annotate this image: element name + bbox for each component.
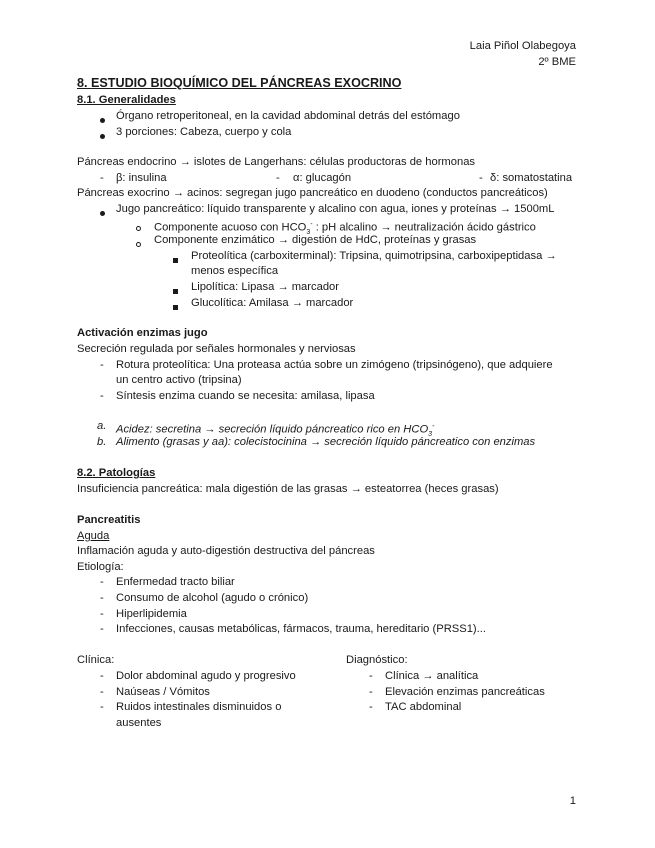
list-item: Órgano retroperitoneal, en la cavidad abdominal detrás del estómago (116, 110, 460, 122)
course-label: 2º BME (538, 56, 576, 68)
list-item: Infecciones, causas metabólicas, fármacos, trauma, hereditario (PRSS1)... (116, 623, 486, 635)
page-title: 8. ESTUDIO BIOQUÍMICO DEL PÁNCREAS EXOCRINO (77, 76, 402, 90)
bullet-square-icon (173, 254, 178, 267)
dash-marker: - (100, 592, 104, 604)
list-item: Naúseas / Vómitos (116, 686, 210, 698)
list-letter: a. (97, 420, 107, 432)
label-diagnostico: Diagnóstico: (346, 654, 408, 666)
paragraph: Secreción regulada por señales hormonales y nerviosas (77, 343, 356, 355)
bullet-dot-icon (100, 130, 105, 143)
list-item: Rotura proteolítica: Una proteasa actúa sobre un zimógeno (tripsinógeno), que adquiere (116, 359, 553, 371)
section-heading-pancreatitis: Pancreatitis (77, 514, 141, 526)
list-item: TAC abdominal (385, 701, 462, 713)
list-item: 3 porciones: Cabeza, cuerpo y cola (116, 126, 292, 138)
paragraph: Insuficiencia pancreática: mala digestión de las grasas → esteatorrea (heces grasas) (77, 483, 499, 495)
list-item: Síntesis enzima cuando se necesita: amilasa, lipasa (116, 390, 375, 402)
list-item: Elevación enzimas pancreáticas (385, 686, 545, 698)
hormone-item: α: glucagón (293, 172, 352, 184)
dash-marker: - (479, 172, 483, 184)
list-item: Enfermedad tracto biliar (116, 576, 235, 588)
superscript: - (310, 221, 313, 228)
dash-marker: - (100, 608, 104, 620)
dash-marker: - (100, 686, 104, 698)
list-item: Hiperlipidemia (116, 608, 187, 620)
bullet-square-icon (173, 301, 178, 314)
bullet-square-icon (173, 285, 178, 298)
subheading-aguda: Aguda (77, 530, 110, 542)
label-clinica: Clínica: (77, 654, 115, 666)
list-item: Lipolítica: Lipasa → marcador (191, 281, 339, 293)
subscript: 3 (428, 430, 433, 438)
list-item-continued: ausentes (116, 717, 162, 729)
paragraph-exocrino: Páncreas exocrino → acinos: segregan jugo pancreático en duodeno (conductos pancreáticos) (77, 187, 548, 199)
bullet-circle-icon (136, 238, 141, 251)
list-item: Componente enzimático → digestión de HdC, proteínas y grasas (154, 234, 477, 246)
dash-marker: - (369, 670, 373, 682)
dash-marker: - (100, 172, 104, 184)
label-etiologia: Etiología: (77, 561, 124, 573)
text-span: Acidez: secretina → secreción líquido páncreatico rico en HCO (116, 423, 429, 436)
list-item: Jugo pancreático: líquido transparente y alcalino con agua, iones y proteínas → 1500mL (116, 203, 555, 215)
text-span: Componente acuoso con HCO (154, 221, 307, 234)
hormone-item: δ: somatostatina (490, 172, 573, 184)
list-item: Proteolítica (carboxiterminal): Tripsina, quimotripsina, carboxipeptidasa → (191, 250, 557, 262)
dash-marker: - (276, 172, 280, 184)
paragraph-endocrino: Páncreas endocrino → islotes de Langerhans: células productoras de hormonas (77, 156, 476, 168)
paragraph: Inflamación aguda y auto-digestión destructiva del páncreas (77, 545, 375, 557)
text-span: : pH alcalino → neutralización ácido gástrico (312, 221, 536, 234)
list-item: Dolor abdominal agudo y progresivo (116, 670, 296, 682)
list-item-alimento: Alimento (grasas y aa): colecistocinina → secreción líquido páncreatico con enzimas (116, 436, 536, 448)
dash-marker: - (100, 390, 104, 402)
bullet-circle-icon (136, 222, 141, 235)
dash-marker: - (100, 701, 104, 713)
section-heading-generalidades: 8.1. Generalidades (77, 94, 176, 106)
superscript: - (432, 423, 435, 430)
section-heading-patologias: 8.2. Patologías (77, 467, 156, 479)
dash-marker: - (369, 686, 373, 698)
section-heading-activacion: Activación enzimas jugo (77, 327, 208, 339)
list-letter: b. (97, 436, 107, 448)
list-item: Ruidos intestinales disminuidos o (116, 701, 282, 713)
list-item: Clínica → analítica (385, 670, 479, 682)
list-item-continued: un centro activo (tripsina) (116, 374, 242, 386)
dash-marker: - (100, 576, 104, 588)
dash-marker: - (100, 359, 104, 371)
list-item: Glucolítica: Amilasa → marcador (191, 297, 354, 309)
hormone-item: β: insulina (116, 172, 167, 184)
list-item: Consumo de alcohol (agudo o crónico) (116, 592, 309, 604)
bullet-dot-icon (100, 114, 105, 127)
dash-marker: - (100, 623, 104, 635)
dash-marker: - (100, 670, 104, 682)
list-item-continued: menos específica (191, 265, 279, 277)
subscript: 3 (306, 228, 311, 236)
page-number: 1 (569, 795, 576, 807)
bullet-dot-icon (100, 207, 105, 220)
author-name: Laia Piñol Olabegoya (469, 40, 576, 52)
dash-marker: - (369, 701, 373, 713)
